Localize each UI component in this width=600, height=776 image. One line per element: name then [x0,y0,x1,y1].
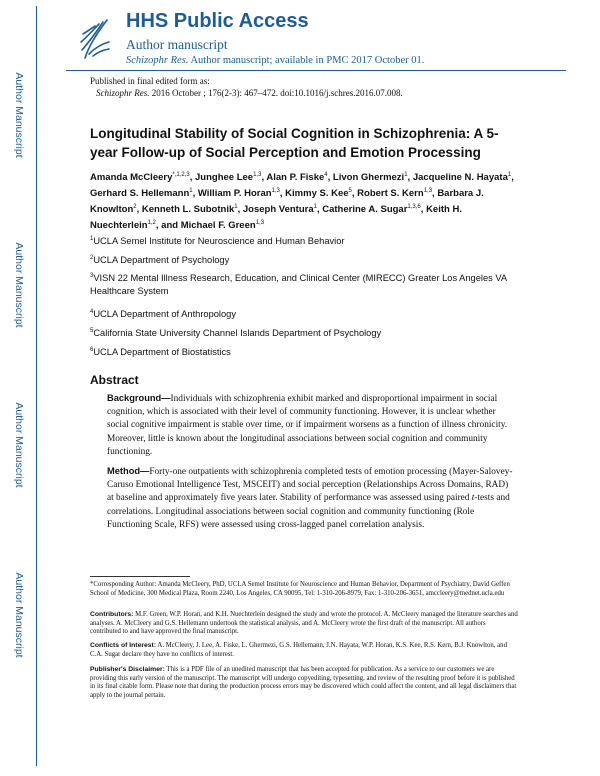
author-affiliation-marker: 1 [313,203,317,210]
author-name: William P. Horan [197,188,272,200]
corresponding-author-note: *Corresponding Author: Amanda McCleery, PhD, UCLA Semel Institute for Neuroscience and Human Behavior, Department of Psychiatry, David Geffen School of Medicine, 300 Medical Plaza, Room 2240, Los Angeles, CA 90095, Tel: 1-310-206-8979, Fax: 1-310-206-3651, amccleery@mednet.ucla.edu [90,581,510,597]
author-affiliation-marker: 1 [404,172,408,178]
sidebar-rule [36,6,37,766]
author-separator: , [511,172,517,184]
header-rule [66,70,566,71]
author-separator: , [432,188,438,200]
author-name: Junghee Lee [195,172,254,184]
abstract-background: Background—Individuals with schizophrenia exhibit marked and disproportional impairment in social cognition, which is associated with their level of community functioning. However, it is unclear whether social cognitive impairment is stable over time, or if impairment worsens as a function of illness chronicity. Moreover, little is known about the longitudinal associations between social cognition and community functioning. [107,393,508,457]
paper-title: Longitudinal Stability of Social Cognition in Schizophrenia: A 5-year Follow-up of Social Perception and Emotion Processing [90,126,499,160]
author-separator: , [327,172,333,184]
author-name: Alan P. Fiske [266,172,325,184]
affiliation: $^2$UCLA Department of Psychology [90,255,230,266]
author-separator: , [261,172,267,184]
published-citation: Schizophr Res. 2016 October ; 176(2-3): 467–472. doi:10.1016/j.schres.2016.07.008. [96,88,403,98]
author-affiliation-marker: 1 [507,172,512,178]
affiliation: $^6$UCLA Department of Biostatistics [90,347,231,358]
author-name: Jacqueline N. Hayata [412,172,508,184]
author-name: Livon Ghermezi [332,172,405,184]
author-affiliation-marker: 1,3 [271,187,280,194]
hhs-eagle-logo [79,14,111,60]
author-separator: , [279,188,286,200]
hhs-public-access-title: HHS Public Access [126,10,309,32]
author-separator: , [420,204,427,216]
contributors-note: Contributors: M.F. Green, W.P. Horan, and K.H. Nuechterlein designed the study and wrote the protocol. A. McCleery managed the literature searches and analyses. A. McCleery and G.S. Hellemann undertook the statistical analysis, and A. McCleery wrote the first draft of the manuscript. All authors contributed to and have approved the final manuscript. [90,611,518,636]
affiliation: $^3$VISN 22 Mental Illness Research, Education, and Clinical Center (MIRECC) Greater Los Angeles VA Healthcare System [90,273,507,296]
author-separator: , [136,204,142,216]
publisher-disclaimer: Publisher's Disclaimer: This is a PDF file of an unedited manuscript that has been accepted for publication. As a service to our customers we are providing this early version of the manuscript. The manuscript will undergo copyediting, typesetting, and review of the resulting proof before it is published in its final citable form. Please note that during the production process errors may be discovered which could affect the content, and all legal disclaimers that apply to the journal pertain. [90,666,517,699]
author-name: Gerhard S. Hellemann [90,188,190,200]
author-name: Kenneth L. Subotnik [141,204,235,216]
published-form-label: Published in final edited form as: [90,76,210,86]
author-name: Robert S. Kern [357,188,424,200]
affiliation: $^1$UCLA Semel Institute for Neuroscience and Human Behavior [90,236,345,247]
author-manuscript-label: Author manuscript [126,37,228,52]
affiliation: $^5$California State University Channel Islands Department of Psychology [90,328,382,339]
author-affiliation-marker: 1,3,6 [407,203,421,210]
author-affiliation-marker: 1 [234,203,238,210]
author-affiliation-marker: 5 [348,187,352,194]
author-separator: , [407,172,413,184]
journal-citation: Schizophr Res. Author manuscript; available in PMC 2017 October 01. [126,55,425,66]
abstract-heading: Abstract [90,373,139,387]
author-affiliation-marker: 4 [324,172,328,178]
author-name: Barbara J. Knowlton [90,188,484,216]
author-name: Keith H. Nuechterlein [90,204,462,232]
author-separator: , [351,188,358,200]
author-affiliation-marker: 1 [189,187,193,194]
author-affiliation-marker: 2 [133,203,137,210]
author-affiliation-marker: *,1,2,3 [172,172,190,178]
author-affiliation-marker: 1,3 [253,172,262,178]
author-affiliation-marker: 1,2 [147,219,156,226]
author-separator: , [192,188,198,200]
author-name: Amanda McCleery [90,172,173,184]
author-separator: , and [155,220,181,232]
author-affiliation-marker: 1,3 [255,219,265,226]
author-separator: , [316,204,323,216]
affiliation: $^4$UCLA Department of Anthropology [90,309,236,320]
footnote-rule [90,576,190,577]
conflicts-note: Conflicts of Interest: A. McCleery, J. Lee, A. Fiske, L. Ghermezi, G.S. Hellemann, J.N. Hayata, W.P. Horan, K.S. Kee, R.S. Kern, B.J. Knowlton, and C.A. Sugar declare they have no conflicts of interest. [90,642,507,658]
author-name: Michael F. Green [180,220,256,232]
author-affiliation-marker: 1,3 [423,187,433,194]
author-separator: , [237,204,243,216]
abstract-method: Method—Forty-one outpatients with schizophrenia completed tests of emotion processing (Mayer-Salovey-Caruso Emotional Intelligence Test, MSCEIT) and social perception (Relationships Across Domains, RAD) at baseline and approximately five years later. Stability of performance was assessed using paired t-tests and correlations. Longitudinal associations between social cognition and community functioning (Role Functioning Scale, RFS) were assessed using cross-lagged panel correlation analysis. [107,466,513,530]
author-separator: , [189,172,196,184]
author-name: Joseph Ventura [242,204,314,216]
author-manuscript-sidebar: Author Manuscript Author Manuscript Author Manuscript Author Manuscript [0,0,40,776]
author-list [90,169,522,233]
author-name: Kimmy S. Kee [285,188,349,200]
author-name: Catherine A. Sugar [322,204,408,216]
